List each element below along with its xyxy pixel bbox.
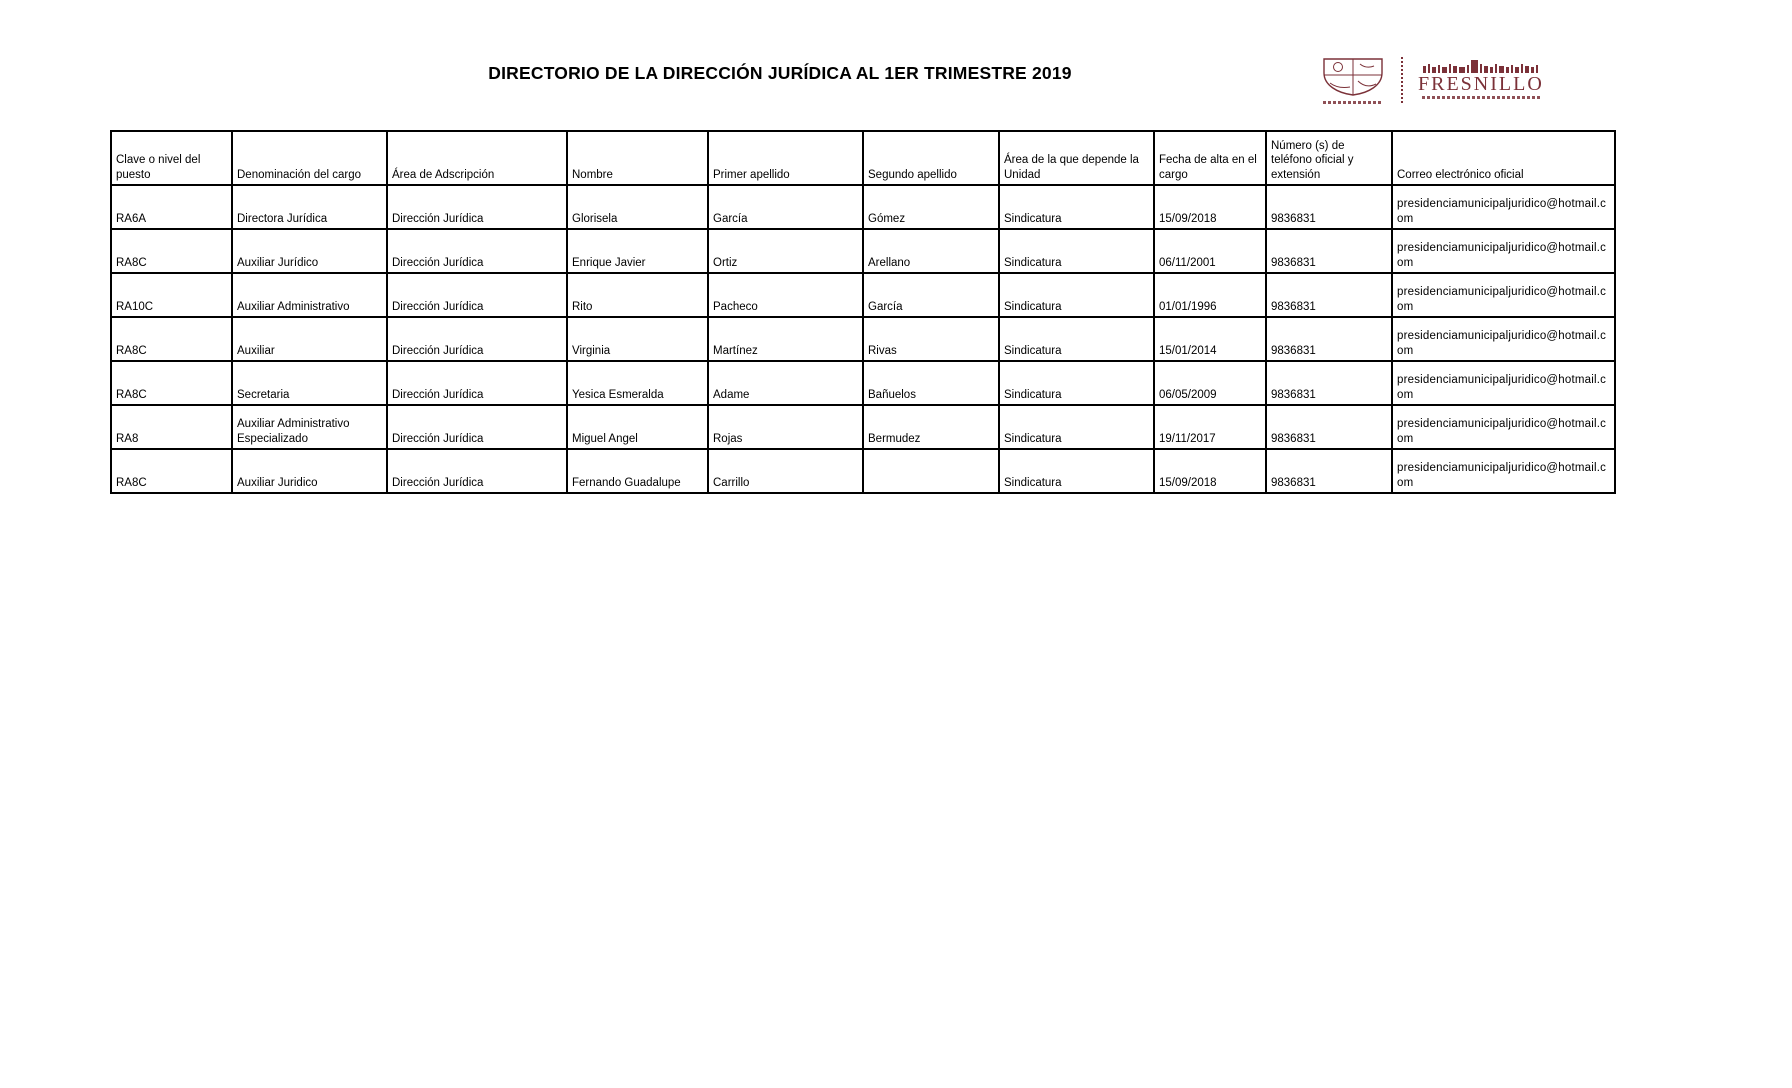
column-header-adscripcion: Área de Adscripción xyxy=(387,131,567,185)
cell-correo: presidenciamunicipaljuridico@hotmail.com xyxy=(1392,317,1615,361)
cell-unidad: Sindicatura xyxy=(999,273,1154,317)
cell-segundo-apellido: Arellano xyxy=(863,229,999,273)
cell-fecha-alta: 15/09/2018 xyxy=(1154,185,1266,229)
column-header-clave: Clave o nivel del puesto xyxy=(111,131,232,185)
column-header-correo: Correo electrónico oficial xyxy=(1392,131,1615,185)
cell-fecha-alta: 06/11/2001 xyxy=(1154,229,1266,273)
cell-unidad: Sindicatura xyxy=(999,361,1154,405)
cell-unidad: Sindicatura xyxy=(999,449,1154,493)
table-row xyxy=(111,361,1615,405)
municipal-coat-of-arms-icon xyxy=(1320,55,1386,104)
cell-unidad: Sindicatura xyxy=(999,317,1154,361)
cell-nombre: Rito xyxy=(567,273,708,317)
cell-clave: RA8C xyxy=(111,229,232,273)
cell-primer-apellido: Martínez xyxy=(708,317,863,361)
cell-unidad: Sindicatura xyxy=(999,185,1154,229)
cell-adscripcion: Dirección Jurídica xyxy=(387,273,567,317)
cell-segundo-apellido: García xyxy=(863,273,999,317)
cell-unidad: Sindicatura xyxy=(999,405,1154,449)
cell-cargo: Auxiliar Juridico xyxy=(232,449,387,493)
cell-correo: presidenciamunicipaljuridico@hotmail.com xyxy=(1392,185,1615,229)
cell-fecha-alta: 06/05/2009 xyxy=(1154,361,1266,405)
cell-clave: RA10C xyxy=(111,273,232,317)
cell-telefono: 9836831 xyxy=(1266,361,1392,405)
cell-cargo: Directora Jurídica xyxy=(232,185,387,229)
cell-telefono: 9836831 xyxy=(1266,273,1392,317)
fresnillo-logo xyxy=(1418,60,1544,99)
cell-segundo-apellido: Bañuelos xyxy=(863,361,999,405)
page-title: DIRECTORIO DE LA DIRECCIÓN JURÍDICA AL 1ER TRIMESTRE 2019 xyxy=(488,63,1072,83)
table-row xyxy=(111,229,1615,273)
cell-correo: presidenciamunicipaljuridico@hotmail.com xyxy=(1392,273,1615,317)
cell-primer-apellido: Pacheco xyxy=(708,273,863,317)
cell-telefono: 9836831 xyxy=(1266,317,1392,361)
cell-correo: presidenciamunicipaljuridico@hotmail.com xyxy=(1392,449,1615,493)
cell-primer-apellido: Rojas xyxy=(708,405,863,449)
fresnillo-slogan-line xyxy=(1422,96,1540,99)
column-header-telefono: Número (s) de teléfono oficial y extensión xyxy=(1266,131,1392,185)
cell-clave: RA8C xyxy=(111,361,232,405)
cell-segundo-apellido: Gómez xyxy=(863,185,999,229)
cell-cargo: Auxiliar Administrativo xyxy=(232,273,387,317)
cell-adscripcion: Dirección Jurídica xyxy=(387,317,567,361)
header-logos xyxy=(1320,55,1544,104)
cell-clave: RA8 xyxy=(111,405,232,449)
cell-adscripcion: Dirección Jurídica xyxy=(387,449,567,493)
cell-correo: presidenciamunicipaljuridico@hotmail.com xyxy=(1392,361,1615,405)
column-header-cargo: Denominación del cargo xyxy=(232,131,387,185)
cell-unidad: Sindicatura xyxy=(999,229,1154,273)
column-header-nombre: Nombre xyxy=(567,131,708,185)
cell-cargo: Auxiliar xyxy=(232,317,387,361)
cell-primer-apellido: Carrillo xyxy=(708,449,863,493)
cell-clave: RA6A xyxy=(111,185,232,229)
cell-adscripcion: Dirección Jurídica xyxy=(387,185,567,229)
cell-nombre: Virginia xyxy=(567,317,708,361)
logo-divider xyxy=(1401,57,1403,103)
cell-clave: RA8C xyxy=(111,317,232,361)
cell-clave: RA8C xyxy=(111,449,232,493)
cell-correo: presidenciamunicipaljuridico@hotmail.com xyxy=(1392,229,1615,273)
cell-telefono: 9836831 xyxy=(1266,449,1392,493)
cell-primer-apellido: Ortiz xyxy=(708,229,863,273)
cell-fecha-alta: 01/01/1996 xyxy=(1154,273,1266,317)
column-header-fecha-alta: Fecha de alta en el cargo xyxy=(1154,131,1266,185)
cell-nombre: Miguel Angel xyxy=(567,405,708,449)
cell-nombre: Fernando Guadalupe xyxy=(567,449,708,493)
table-row xyxy=(111,317,1615,361)
table-row xyxy=(111,449,1615,493)
cell-primer-apellido: Adame xyxy=(708,361,863,405)
cell-correo: presidenciamunicipaljuridico@hotmail.com xyxy=(1392,405,1615,449)
building-skyline-icon xyxy=(1421,60,1541,73)
cell-telefono: 9836831 xyxy=(1266,405,1392,449)
cell-adscripcion: Dirección Jurídica xyxy=(387,361,567,405)
cell-cargo: Secretaria xyxy=(232,361,387,405)
cell-segundo-apellido: Rivas xyxy=(863,317,999,361)
cell-fecha-alta: 15/09/2018 xyxy=(1154,449,1266,493)
cell-telefono: 9836831 xyxy=(1266,229,1392,273)
table-row xyxy=(111,405,1615,449)
crest-caption-line xyxy=(1323,101,1383,104)
cell-segundo-apellido: Bermudez xyxy=(863,405,999,449)
table-body xyxy=(111,185,1615,493)
cell-primer-apellido: García xyxy=(708,185,863,229)
cell-adscripcion: Dirección Jurídica xyxy=(387,229,567,273)
cell-nombre: Enrique Javier xyxy=(567,229,708,273)
directory-table xyxy=(110,130,1616,494)
cell-fecha-alta: 19/11/2017 xyxy=(1154,405,1266,449)
cell-cargo: Auxiliar Jurídico xyxy=(232,229,387,273)
fresnillo-wordmark: FRESNILLO xyxy=(1418,73,1544,95)
cell-nombre: Yesica Esmeralda xyxy=(567,361,708,405)
cell-telefono: 9836831 xyxy=(1266,185,1392,229)
cell-adscripcion: Dirección Jurídica xyxy=(387,405,567,449)
cell-cargo: Auxiliar Administrativo Especializado xyxy=(232,405,387,449)
cell-nombre: Glorisela xyxy=(567,185,708,229)
column-header-unidad: Área de la que depende la Unidad xyxy=(999,131,1154,185)
column-header-segundo-apellido: Segundo apellido xyxy=(863,131,999,185)
cell-fecha-alta: 15/01/2014 xyxy=(1154,317,1266,361)
column-header-primer-apellido: Primer apellido xyxy=(708,131,863,185)
cell-segundo-apellido xyxy=(863,449,999,493)
table-header-row xyxy=(111,131,1615,185)
table-row xyxy=(111,185,1615,229)
table-row xyxy=(111,273,1615,317)
